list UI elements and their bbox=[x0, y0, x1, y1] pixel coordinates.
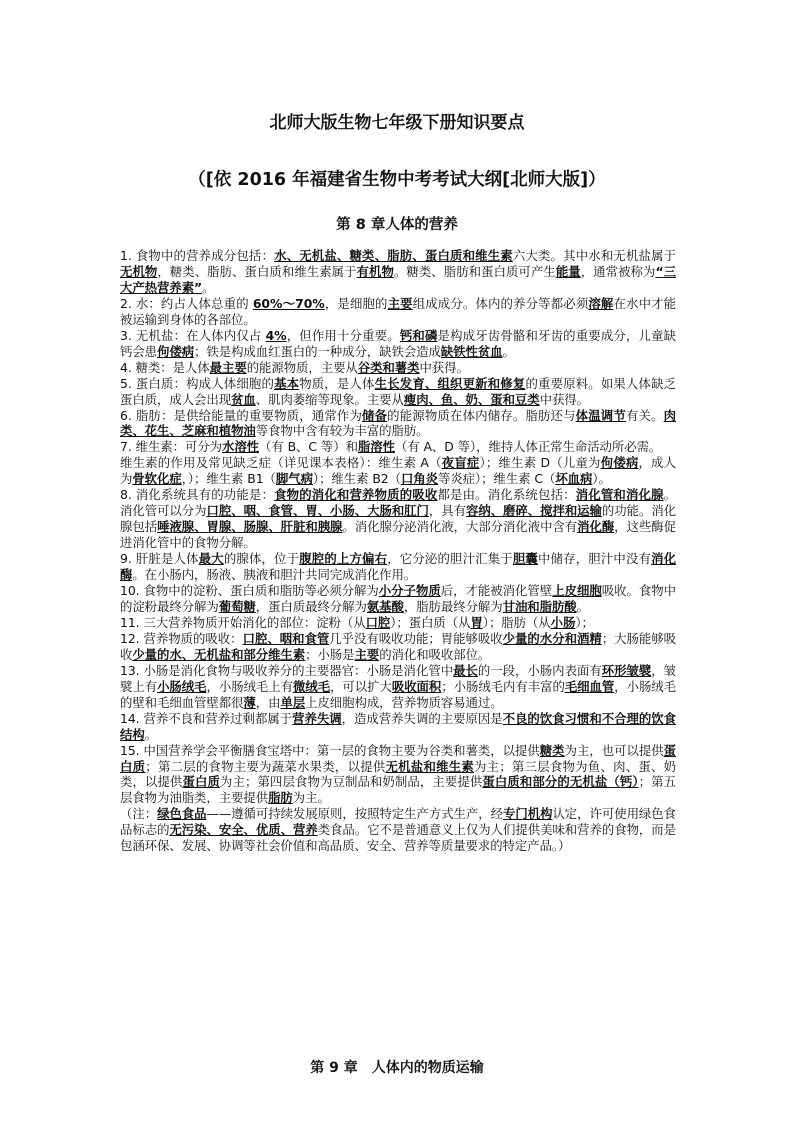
text-run: 上皮细胞构成，营养物质容易通过。 bbox=[305, 694, 503, 710]
document-subtitle: （[依 2016 年福建省生物中考考试大纲[北师大版]） bbox=[188, 170, 606, 190]
key-term: 容纳、磨碎、搅拌和运输 bbox=[465, 503, 602, 519]
text-run: ，糖类、脂肪、蛋白质和维生素属于 bbox=[157, 263, 357, 279]
key-term: 主要 bbox=[387, 295, 413, 311]
text-run: 等炎症）；维生素 C（ bbox=[437, 471, 556, 487]
key-term: 脚气病 bbox=[275, 471, 313, 487]
key-term: 消化管和消化腺 bbox=[575, 487, 664, 503]
key-term: 消化酶 bbox=[577, 519, 615, 535]
key-term: 最主要 bbox=[209, 359, 247, 375]
key-term: 主要 bbox=[354, 646, 380, 662]
paragraph bbox=[120, 663, 676, 711]
key-term: 贫血 bbox=[231, 391, 256, 407]
text-run: ；铁是构成血红蛋白的一种成分，缺铁会造成 bbox=[194, 343, 441, 359]
text-run: 有关。 bbox=[625, 407, 664, 423]
text-run: 的功能。消化腺包括 bbox=[120, 503, 677, 535]
paragraph bbox=[120, 631, 676, 663]
key-term: 缺铁性贫血 bbox=[440, 343, 503, 359]
text-run: 9. 肝脏是人体 bbox=[120, 551, 199, 567]
text-run: ，蛋白质最终分解为 bbox=[255, 598, 367, 614]
key-term: 水溶性 bbox=[222, 439, 260, 455]
key-term: 生长发育、组织更新和修复 bbox=[374, 375, 526, 391]
text-run: 。在小肠内，肠液、胰液和胆汁共同完成消化作用。 bbox=[132, 567, 417, 583]
key-term: 佝偻病 bbox=[157, 343, 195, 359]
key-term: 溶解 bbox=[588, 295, 614, 311]
text-run: ，这些酶促进消化管中的食物分解。 bbox=[120, 519, 676, 551]
key-term: 消化酶 bbox=[120, 551, 677, 583]
key-term: 肉类、花生、芝麻和植物油 bbox=[120, 407, 676, 439]
paragraph bbox=[120, 711, 676, 743]
key-term: 蛋白质 bbox=[120, 742, 676, 774]
key-term: 不良的饮食习惯和不合理的饮食结构 bbox=[120, 710, 676, 742]
key-term: 薄 bbox=[243, 694, 256, 710]
key-term: 少量的水、无机盐和部分维生素 bbox=[132, 646, 306, 662]
paragraph bbox=[120, 360, 676, 376]
key-term: 小肠绒毛 bbox=[157, 678, 207, 694]
key-term: 单层 bbox=[280, 694, 306, 710]
key-term: 最长 bbox=[453, 662, 478, 678]
text-run: 的能源物质在体内储存。脂肪还与 bbox=[387, 407, 576, 423]
key-term: 坏血病 bbox=[555, 471, 593, 487]
key-term: 夜盲症 bbox=[441, 455, 480, 471]
text-run: 中储存，胆汁中没有 bbox=[538, 551, 652, 567]
key-term: 食物的消化和营养物质的吸收 bbox=[274, 487, 438, 503]
text-run: 、肌肉萎缩等现象。主要从 bbox=[255, 391, 404, 407]
key-term: 口腔 bbox=[365, 614, 391, 630]
text-run: 11. 三大营养物质开始消化的部位：淀粉（从 bbox=[120, 614, 366, 630]
text-run: 的能源物质，主要从 bbox=[246, 359, 358, 375]
text-run: 中获得。 bbox=[419, 359, 469, 375]
key-term: 基本 bbox=[274, 375, 300, 391]
text-run: 类食品。它不是普通意义上仅为人们提供美味和营养的食物，而是包涵环保、发展、协调等社会价值和高品质、安全、营养等质量要求的特定产品。） bbox=[120, 822, 676, 854]
key-term: 体温调节 bbox=[575, 407, 626, 423]
text-run: 10. 食物中的淀粉、蛋白质和脂肪等必须分解为 bbox=[120, 583, 379, 599]
paragraph bbox=[120, 487, 676, 551]
text-run: 的一段，小肠内表面有 bbox=[477, 662, 602, 678]
key-term: 绿色食品 bbox=[157, 806, 207, 822]
key-term: 无机物 bbox=[120, 263, 158, 279]
text-run: 物质，是人体 bbox=[299, 375, 375, 391]
key-term: 专门机构 bbox=[503, 806, 553, 822]
chapter-9-heading: 第 9 章 人体内的物质运输 bbox=[310, 1060, 484, 1076]
text-run: ，具有 bbox=[428, 503, 466, 519]
paragraph bbox=[120, 743, 676, 807]
text-run: 7. 维生素：可分为 bbox=[120, 439, 222, 455]
text-run: 为主；第三层食物为鱼、肉、蛋、奶类，以提供 bbox=[120, 758, 676, 790]
text-run: 12. 营养物质的吸收： bbox=[120, 630, 243, 646]
text-run: ，造成营养失调的主要原因是 bbox=[341, 710, 503, 726]
text-run: ）；蛋白质（从 bbox=[390, 614, 471, 630]
key-term: 小分子物质 bbox=[378, 583, 441, 599]
paragraph bbox=[120, 455, 676, 487]
text-run: 吸收。食物中的淀粉最终分解为 bbox=[120, 583, 676, 614]
paragraph bbox=[120, 551, 676, 583]
text-run: ；第二层的食物主要为蔬菜水果类，以提供 bbox=[145, 758, 386, 774]
text-run: 后，才能被消化管壁 bbox=[440, 583, 553, 599]
key-term: 无机盐和维生素 bbox=[385, 758, 475, 774]
key-term: 最大 bbox=[198, 551, 224, 567]
text-run: 6. 脂肪：是供给能量的重要物质，通常作为 bbox=[120, 407, 363, 423]
text-run: 的重要原料。如果人体缺乏蛋白质，成人会出现 bbox=[120, 375, 677, 407]
text-run: ，皱襞上有 bbox=[120, 662, 676, 694]
key-term: 口腔、咽、食管、胃、小肠、大肠和肛门 bbox=[206, 503, 429, 519]
text-run: ；小肠绒毛内有丰富的 bbox=[441, 678, 565, 694]
text-run: 是构成牙齿骨骼和牙齿的重要成分，儿童缺钙会患 bbox=[120, 327, 676, 359]
text-run: ）；维生素 D（儿童为 bbox=[479, 455, 601, 471]
text-run: 。 bbox=[576, 598, 589, 614]
text-run: 为主；第四层食物为豆制品和奶制品，主要提供 bbox=[219, 774, 483, 790]
key-term: 脂溶性 bbox=[357, 439, 395, 455]
key-term: 小肠 bbox=[550, 614, 576, 630]
text-run: 。 bbox=[144, 726, 158, 742]
key-term: 上皮细胞 bbox=[552, 583, 602, 599]
key-term: 糖类 bbox=[539, 742, 565, 758]
text-run: 组成成分。体内的养分等都必须 bbox=[412, 295, 589, 311]
key-term: 葡萄糖 bbox=[218, 598, 256, 614]
text-run: ，可以扩大 bbox=[330, 678, 392, 694]
text-run: ——遵循可持续发展原则，按照特定生产方式生产，经 bbox=[206, 806, 504, 822]
key-term: 腹腔的上方偏右 bbox=[299, 551, 388, 567]
text-run: ）。 bbox=[592, 471, 611, 487]
paragraph bbox=[120, 376, 676, 408]
text-run: 几乎没有吸收功能；胃能够吸收 bbox=[329, 630, 503, 646]
key-term: 毛细血管 bbox=[564, 678, 615, 694]
text-run: ，但作用十分重要。 bbox=[286, 327, 400, 343]
text-run: 2. 水：约占人体总重的 bbox=[120, 295, 253, 311]
key-term: 甘油和脂肪酸 bbox=[502, 598, 577, 614]
text-run: ；大肠能够吸收 bbox=[120, 630, 676, 662]
key-term: 无污染、安全、优质、营养 bbox=[169, 822, 318, 838]
key-term: 吸收面积 bbox=[391, 678, 442, 694]
key-term: 氨基酸 bbox=[366, 598, 404, 614]
text-run: 的消化和吸收部位。 bbox=[379, 646, 491, 662]
key-term: 能量 bbox=[555, 263, 581, 279]
paragraph bbox=[120, 328, 676, 360]
text-run: ，通常被称为 bbox=[580, 263, 656, 279]
paragraph bbox=[120, 248, 676, 296]
key-term: 环形皱襞 bbox=[601, 662, 652, 678]
key-term: 水、无机盐、糖类、脂肪、蛋白质和维生素 bbox=[274, 248, 513, 263]
key-term: 瘦肉、鱼、奶、蛋和豆类 bbox=[403, 391, 540, 407]
text-run: 的腺体，位于 bbox=[223, 551, 300, 567]
text-run: 13. 小肠是消化食物与吸收养分的主要器官：小肠是消化管中 bbox=[120, 662, 454, 678]
chapter-8-heading: 第 8 章人体的营养 bbox=[336, 217, 458, 233]
paragraph bbox=[120, 408, 676, 440]
key-term: 胆囊 bbox=[512, 551, 538, 567]
text-run: 维生素的作用及常见缺乏症（详见课本表格）：维生素 A（ bbox=[120, 455, 442, 471]
key-term: 营养失调 bbox=[292, 710, 342, 726]
key-term: 脂肪 bbox=[268, 790, 293, 806]
text-run: （有 A、D 等），维持人体正常生命活动所必需。 bbox=[394, 439, 662, 455]
chapter-8-body bbox=[120, 248, 676, 854]
text-run: 。 bbox=[202, 279, 215, 295]
key-term: 唾液腺、胃腺、肠腺、肝脏和胰腺 bbox=[157, 519, 343, 535]
text-run: ）； bbox=[575, 614, 594, 630]
paragraph bbox=[120, 296, 676, 328]
text-run: 4. 糖类：是人体 bbox=[120, 359, 210, 375]
text-run: 认定，许可使用绿色食品标志的 bbox=[120, 806, 676, 838]
text-run: 。消化腺分泌消化液，大部分消化液中含有 bbox=[342, 519, 578, 535]
text-run: ；小肠是 bbox=[305, 646, 355, 662]
key-term: 少量的水分和酒精 bbox=[502, 630, 602, 646]
text-run: ，成人为 bbox=[120, 455, 676, 487]
text-run: 等食物中含有较为丰富的脂肪。 bbox=[255, 423, 429, 439]
key-term: 谷类和薯类 bbox=[357, 359, 420, 375]
text-run: ）；脂肪（从 bbox=[482, 614, 551, 630]
text-run: 8. 消化系统具有的功能是： bbox=[120, 487, 275, 503]
paragraph bbox=[120, 615, 676, 631]
key-term: 佝偻病 bbox=[600, 455, 639, 471]
text-run: ，它分泌的胆汁汇集于 bbox=[387, 551, 513, 567]
key-term: 口角炎 bbox=[400, 471, 438, 487]
paragraph bbox=[120, 439, 676, 455]
text-run: （注： bbox=[120, 806, 158, 822]
key-term: 胃 bbox=[470, 614, 483, 630]
text-run: ；第五层食物为油脂类，主要提供 bbox=[120, 774, 677, 806]
text-run: （有 B、C 等）和 bbox=[259, 439, 358, 455]
key-term: 口腔、咽和食管 bbox=[242, 630, 330, 646]
key-term: 骨软化症 bbox=[132, 471, 182, 487]
text-run: 15. 中国营养学会平衡膳食宝塔中：第一层的食物主要为谷类和薯类，以提供 bbox=[120, 742, 540, 758]
text-run: 14. 营养不良和营养过剩都属于 bbox=[120, 710, 293, 726]
key-term: 蛋白质 bbox=[182, 774, 220, 790]
text-run: ，脂肪最终分解为 bbox=[403, 598, 503, 614]
key-term: 60%～70% bbox=[252, 295, 325, 311]
text-run: 。消化管可以分为 bbox=[120, 487, 676, 519]
text-run: 5. 蛋白质：构成人体细胞的 bbox=[120, 375, 275, 391]
text-run: 。糖类、脂肪和蛋白质可产生 bbox=[393, 263, 556, 279]
text-run: ，是细胞的 bbox=[324, 295, 388, 311]
key-term: “三大产热营养素” bbox=[120, 263, 676, 295]
key-term: 微绒毛 bbox=[292, 678, 331, 694]
key-term: 4% bbox=[265, 327, 287, 343]
text-run: 为主。 bbox=[292, 790, 330, 806]
paragraph bbox=[120, 583, 676, 615]
text-run: 六大类。其中水和无机盐属于 bbox=[512, 248, 676, 263]
text-run: ，）；维生素 B1（ bbox=[181, 471, 276, 487]
text-run: ，小肠绒毛上有 bbox=[206, 678, 293, 694]
paragraph bbox=[120, 806, 676, 854]
text-run: ，小肠绒毛的壁和毛细血管壁都很 bbox=[120, 678, 676, 710]
document-title: 北师大版生物七年级下册知识要点 bbox=[269, 113, 525, 133]
text-run: 为主，也可以提供 bbox=[564, 742, 664, 758]
key-term: 蛋白质和部分的无机盐（钙） bbox=[482, 774, 639, 790]
text-run: 。 bbox=[502, 343, 515, 359]
text-run: 中获得。 bbox=[539, 391, 589, 407]
key-term: 储备 bbox=[362, 407, 388, 423]
text-run: ，由 bbox=[255, 694, 281, 710]
text-run: 都是由。消化系统包括： bbox=[437, 487, 576, 503]
text-run: 在水中才能被运输到身体的各部位。 bbox=[120, 295, 677, 327]
text-run: ）；维生素 B2（ bbox=[312, 471, 401, 487]
text-run: 3. 无机盐：在人体内仅占 bbox=[120, 327, 266, 343]
text-run: 1. 食物中的营养成分包括： bbox=[120, 248, 275, 263]
key-term: 有机物 bbox=[356, 263, 394, 279]
key-term: 钙和磷 bbox=[399, 327, 438, 343]
